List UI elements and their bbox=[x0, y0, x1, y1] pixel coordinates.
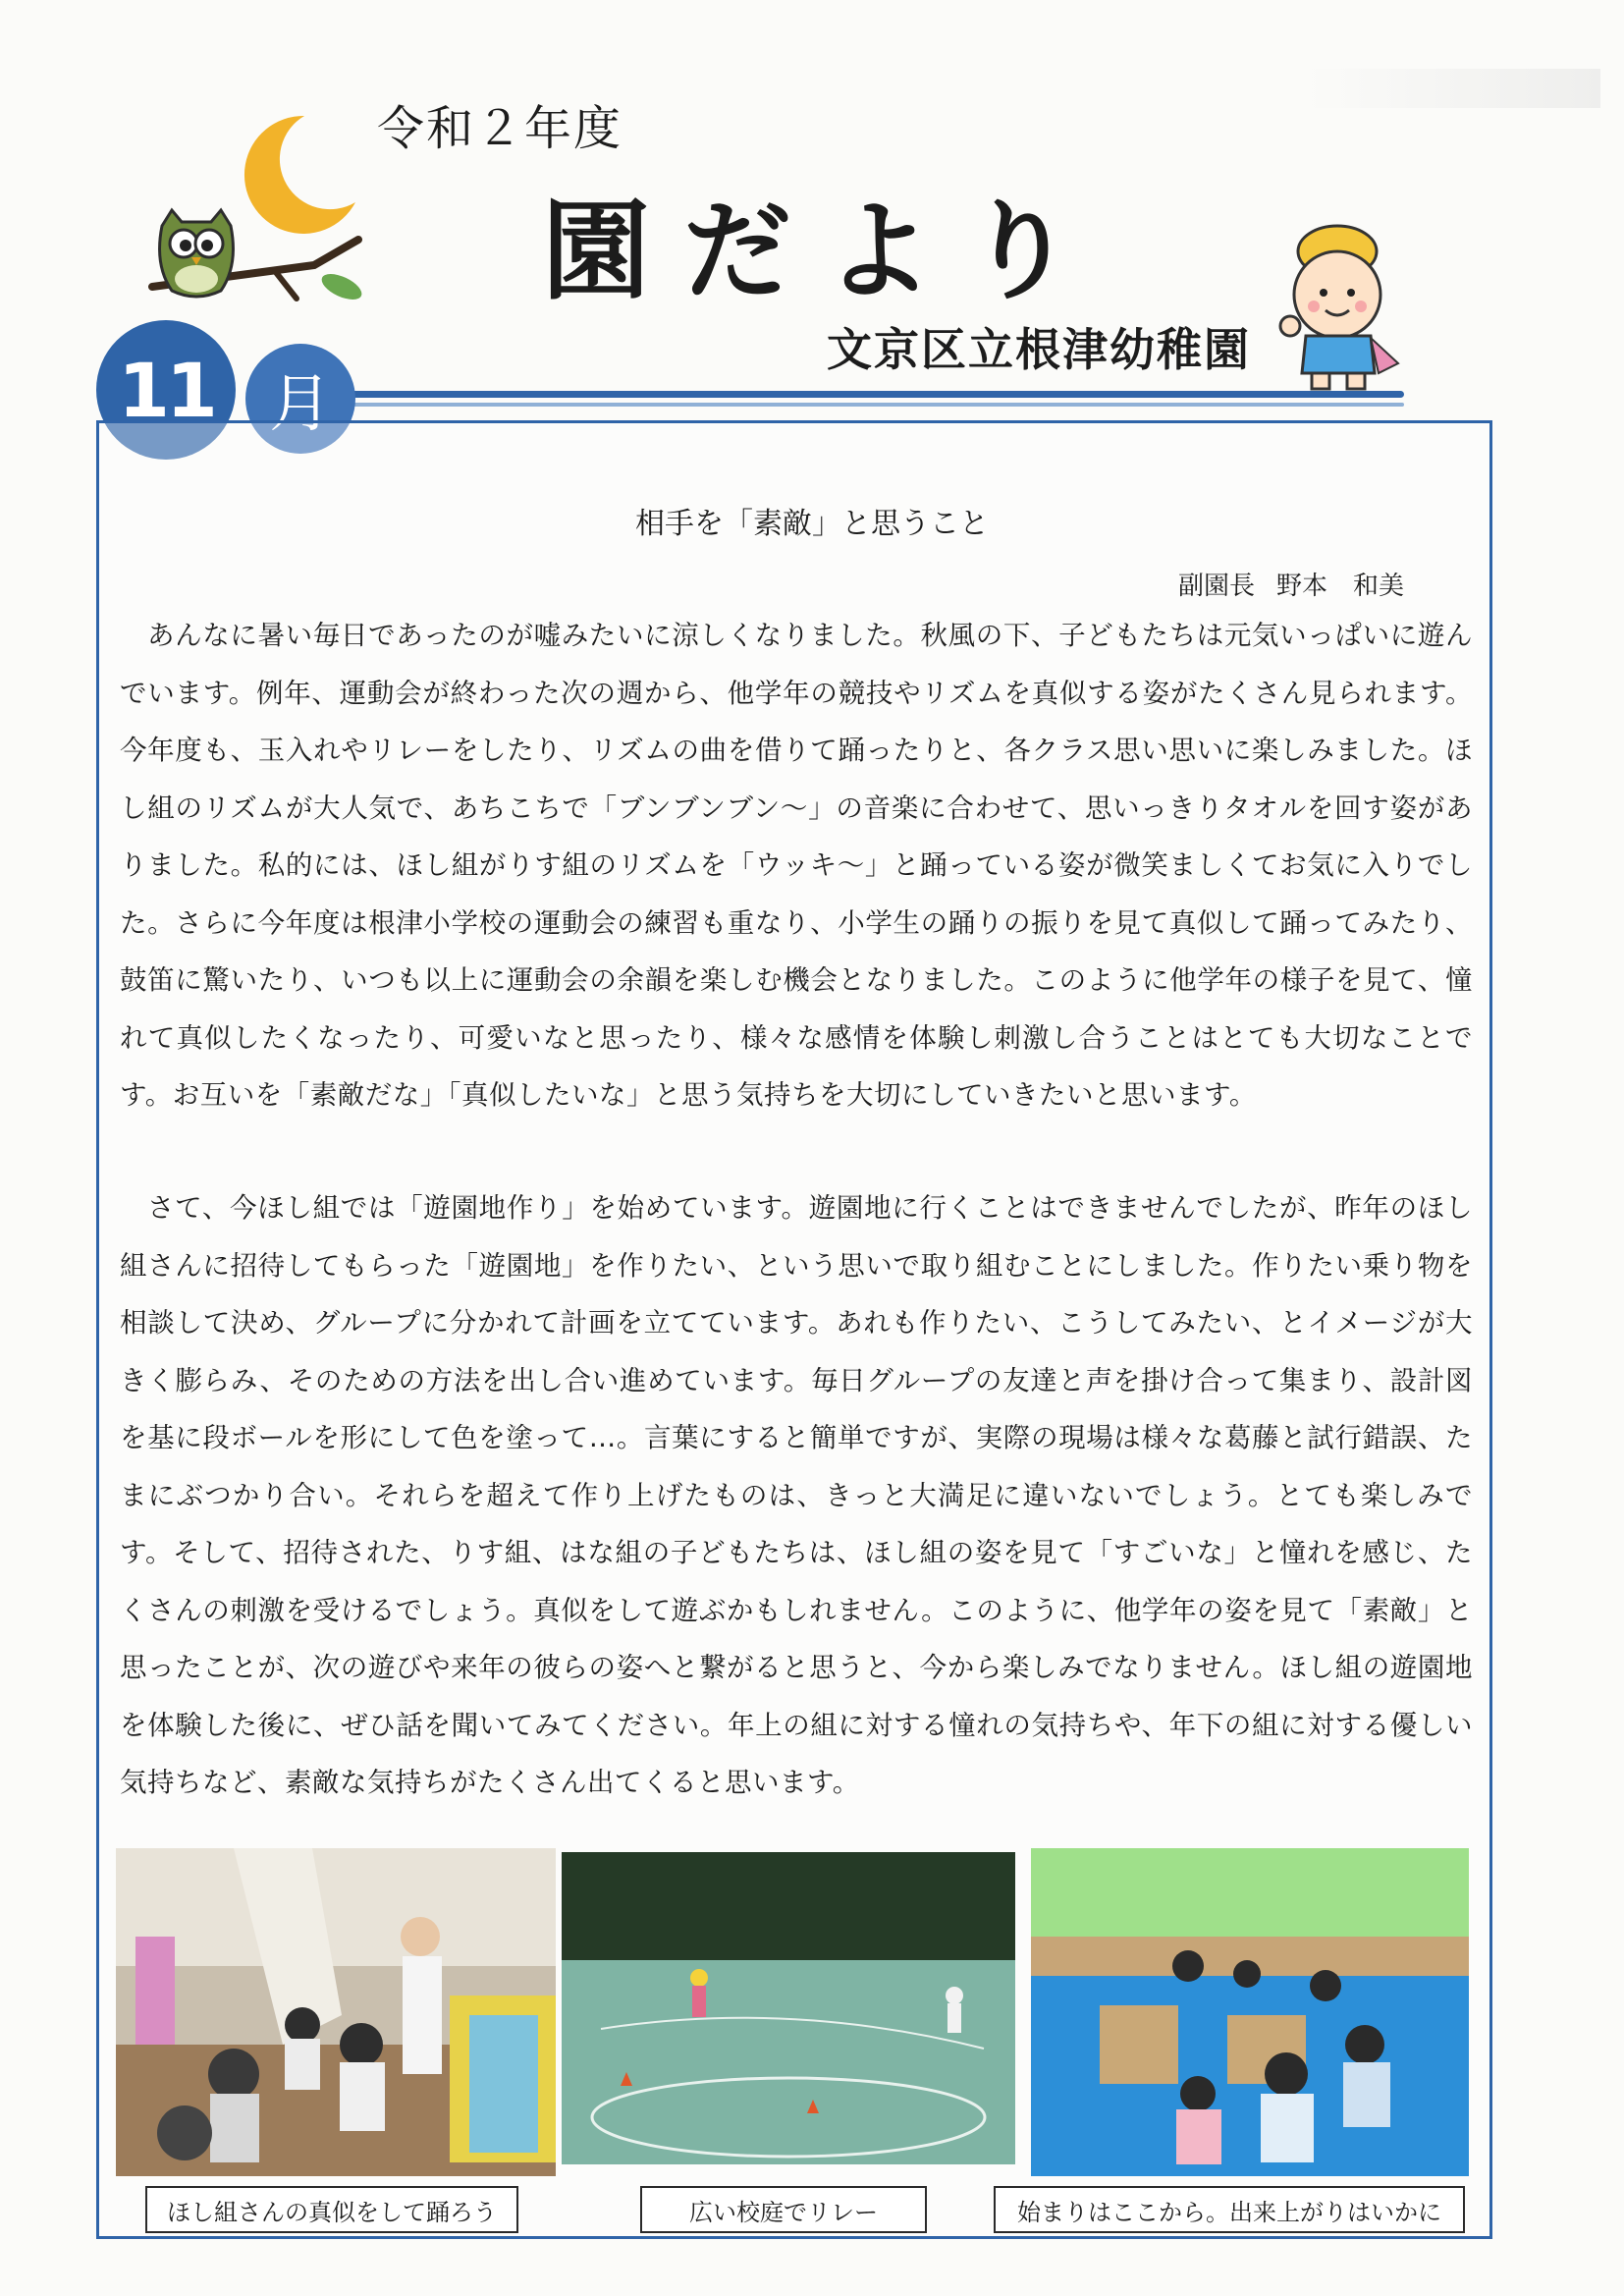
article-paragraph: あんなに暑い毎日であったのが嘘みたいに涼しくなりました。秋風の下、子どもたちは元気いっぱいに遊んでいます。例年、運動会が終わった次の週から、他学年の競技やリズムを真似する姿がたくさん見られます。今年度も、玉入れやリレーをしたり、リズムの曲を借りて踊ったりと、各クラス思い思いに楽しみました。ほし組のリズムが大人気で、あちこちで「ブンブンブン～」の音楽に合わせて、思いっきりタオルを回す姿がありました。私的には、ほし組がりす組のリズムを「ウッキ～」と踊っている姿が微笑ましくてお気に入りでした。さらに今年度は根津小学校の運動会の練習も重なり、小学生の踊りの振りを見て真似して踊ってみたり、鼓笛に驚いたり、いつも以上に運動会の余韻を楽しむ機会となりました。このように他学年の様子を見て、憧れて真似したくなったり、可愛いなと思ったり、様々な感情を体験し刺激し合うことはとても大切なことです。お互いを「素敵だな」「真似したいな」と思う気持ちを大切にしていきたいと思います。 bbox=[120, 620, 1473, 1111]
author-name: 野本 和美 bbox=[1276, 572, 1405, 601]
photo-dancing-hallway bbox=[116, 1848, 556, 2176]
header-rule bbox=[334, 391, 1404, 398]
fiscal-year-label: 令和２年度 bbox=[377, 101, 623, 156]
photo-caption: ほし組さんの真似をして踊ろう bbox=[145, 2186, 518, 2233]
bleed-through-shadow bbox=[1306, 69, 1600, 108]
article-paragraph: さて、今ほし組では「遊園地作り」を始めています。遊園地に行くことはできませんでしたが、昨年のほし組さんに招待してもらった「遊園地」を作りたい、という思いで取り組むことにしました。作りたい乗り物を相談して決め、グループに分かれて計画を立てています。あれも作りたい、こうしてみたい、とイメージが大きく膨らみ、そのための方法を出し合い進めています。毎日グループの友達と声を掛け合って集まり、設計図を基に段ボールを形にして色を塗って…。言葉にすると簡単ですが、実際の現場は様々な葛藤と試行錯誤、たまにぶつかり合い。それらを超えて作り上げたものは、きっと大満足に違いないでしょう。とても楽しみです。そして、招待された、りす組、はな組の子どもたちは、ほし組の姿を見て「すごいな」と憧れを感じ、たくさんの刺激を受けるでしょう。真似をして遊ぶかもしれません。このように、他学年の姿を見て「素敵」と思ったことが、次の遊びや来年の彼らの姿へと繋がると思うと、今から楽しみでなりません。ほし組の遊園地を体験した後に、ぜひ話を聞いてみてください。年上の組に対する憧れの気持ちや、年下の組に対する優しい気持ちなど、素敵な気持ちがたくさん出てくると思います。 bbox=[120, 1192, 1473, 1798]
author-role: 副園長 bbox=[1178, 572, 1256, 601]
author-line bbox=[1178, 566, 1404, 602]
article-title: 相手を「素敵」と思うこと bbox=[635, 507, 989, 541]
month-suffix-badge: 月 bbox=[245, 344, 355, 454]
photo-caption: 始まりはここから。出来上がりはいかに bbox=[994, 2186, 1465, 2233]
photo-cardboard-planning bbox=[1031, 1848, 1469, 2176]
moon-icon bbox=[236, 108, 363, 246]
owl-icon bbox=[152, 206, 241, 301]
photo-caption: 広い校庭でリレー bbox=[640, 2186, 927, 2233]
child-mascot-icon bbox=[1276, 216, 1404, 393]
header-rule-light bbox=[334, 403, 1404, 407]
photo-relay-schoolyard bbox=[562, 1852, 1015, 2164]
school-name: 文京区立根津幼稚園 bbox=[827, 323, 1251, 376]
month-number-badge: 11 bbox=[96, 320, 236, 460]
newsletter-title: 園だより bbox=[542, 189, 1108, 314]
